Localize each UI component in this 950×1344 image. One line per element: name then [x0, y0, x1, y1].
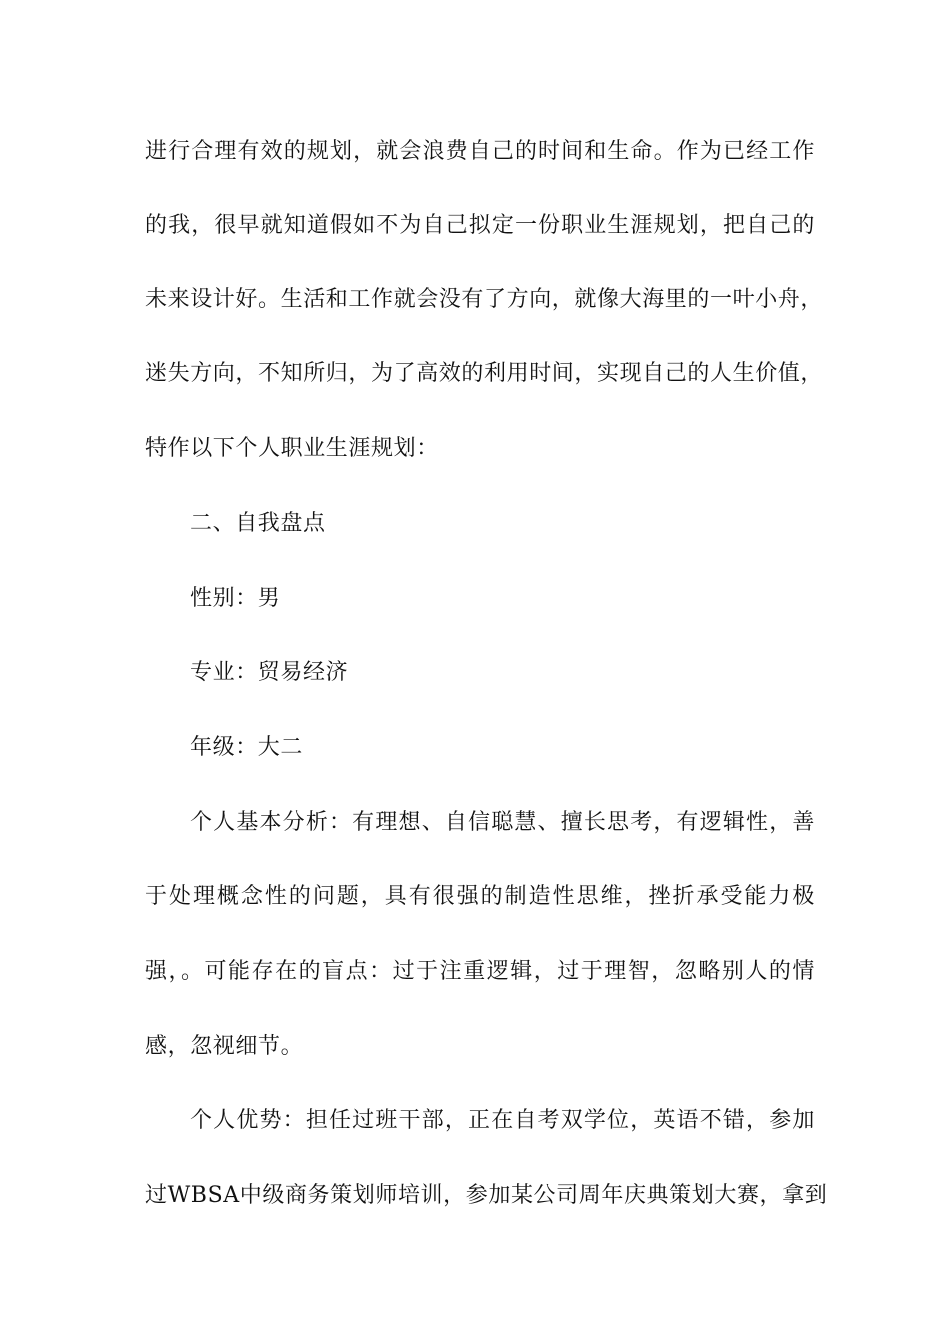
paragraph-line: 于处理概念性的问题，具有很强的制造性思维，挫折承受能力极	[145, 884, 815, 909]
paragraph-line: 未来设计好。生活和工作就会没有了方向，就像大海里的一叶小舟，	[145, 287, 824, 312]
paragraph-line: 个人基本分析：有理想、自信聪慧、擅长思考，有逻辑性，善	[190, 810, 815, 835]
paragraph-line: 感，忽视细节。	[145, 1034, 304, 1059]
paragraph-line: 过WBSA中级商务策划师培训，参加某公司周年庆典策划大赛，拿到	[145, 1183, 828, 1208]
paragraph-line: 强，。可能存在的盲点：过于注重逻辑，过于理智，忽略别人的情	[145, 959, 815, 984]
info-gender: 性别：男	[190, 586, 281, 611]
paragraph-line: 特作以下个人职业生涯规划：	[145, 436, 439, 461]
paragraph-line: 进行合理有效的规划，就会浪费自己的时间和生命。作为已经工作	[145, 139, 815, 164]
info-major: 专业：贸易经济	[190, 660, 349, 685]
section-heading: 二、自我盘点	[190, 511, 326, 536]
paragraph-line: 迷失方向，不知所归，为了高效的利用时间，实现自己的人生价值，	[145, 361, 824, 386]
info-grade: 年级：大二	[190, 735, 304, 760]
paragraph-line: 个人优势：担任过班干部，正在自考双学位，英语不错，参加	[190, 1108, 815, 1133]
paragraph-line: 的我，很早就知道假如不为自己拟定一份职业生涯规划，把自己的	[145, 213, 815, 238]
